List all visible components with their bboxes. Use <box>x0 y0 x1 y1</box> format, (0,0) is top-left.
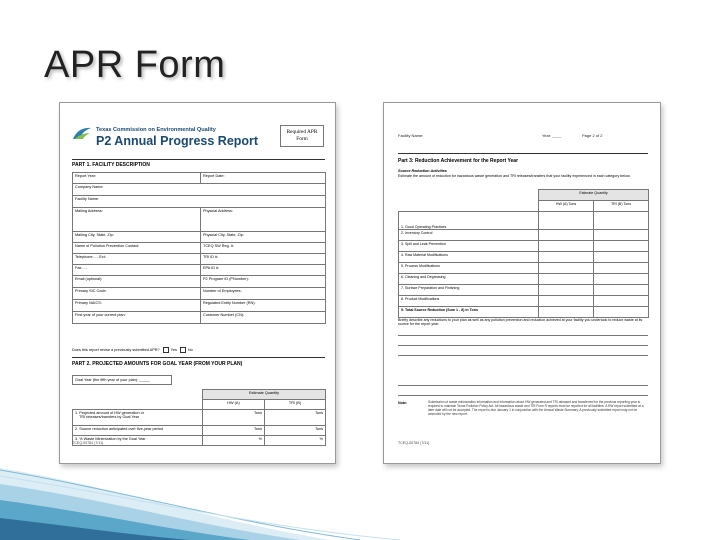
field-label: First year of your current plan: <box>73 312 201 324</box>
note-text: Submission of waste minimization information and information about HW generated and TRI released and transferred for the previous reporting year is required to maintain Texas Pollution Policy Act. All hazardous waste and TRI Form R reports must be reported for all facilities. A HW report submitted at a later date will not be accepted. The report is due January 1 in conjunction with the Annual Waste Summary. A previously submitted report may not be amended by the new report. <box>428 400 644 416</box>
table-row <box>73 232 326 243</box>
field-label: Customer Number (CN): <box>201 312 326 324</box>
revise-question <box>72 347 193 353</box>
field-label: TCEQ SW Reg. #: <box>201 243 326 254</box>
answer-line <box>398 355 648 356</box>
field-label: Physical City, State, Zip: <box>201 232 326 243</box>
activity-label: 4. Raw Material Modifications <box>399 252 539 263</box>
table-row <box>73 208 326 232</box>
table-row <box>399 212 649 230</box>
answer-line <box>398 345 648 346</box>
part3-heading: Part 3: Reduction Achievement for the Report Year <box>398 158 519 164</box>
field-label: Facility Name: <box>73 196 326 208</box>
goal-row-label: 3. % Waste Minimization by the Goal Year <box>73 436 203 446</box>
form-title: P2 Annual Progress Report <box>96 134 259 148</box>
goal-year-field: Goal Year (the fifth year of your plan): _____ <box>72 375 172 385</box>
field-label: Mailing City, State, Zip: <box>73 232 201 243</box>
field-label: Telephone: - - Ext: <box>73 254 201 265</box>
field-label: Report Date: <box>201 173 326 184</box>
reduction-table <box>398 189 649 318</box>
field-label: EPA ID #: <box>201 265 326 276</box>
table-row <box>73 288 326 300</box>
form-page-2 <box>383 102 661 464</box>
required-line-1: Required APR <box>286 129 318 135</box>
goal-table <box>72 389 326 446</box>
goal-row-label: 1. Projected amount of HW generation or <box>75 411 145 415</box>
table-row <box>399 307 649 318</box>
table-row <box>399 285 649 296</box>
field-label: Company Name: <box>73 184 326 196</box>
table-row <box>73 243 326 254</box>
table-row <box>399 241 649 252</box>
activity-label: 2. Inventory Control <box>399 230 539 241</box>
field-label: Primary SIC Code: <box>73 288 201 300</box>
col-hw: HW (A) <box>203 400 265 410</box>
form-footer: TCEQ-00784 (7/11) <box>72 441 104 445</box>
year-label: Year: ____ <box>542 133 562 138</box>
form-footer: TCEQ-00784 (7/11) <box>398 441 430 445</box>
field-label: Regulated Entity Number (RN): <box>201 300 326 312</box>
field-label: Report Year: <box>73 173 201 184</box>
table-row <box>73 254 326 265</box>
col-tri: TRI (B) <box>265 400 326 410</box>
table-row <box>73 426 326 436</box>
estimate-header: Estimate Quantity <box>539 190 649 201</box>
field-label: TRI ID #: <box>201 254 326 265</box>
field-label: Number of Employees: <box>201 288 326 300</box>
answer-line <box>398 395 648 396</box>
table-row <box>73 276 326 288</box>
no-label: No <box>187 348 193 352</box>
answer-line <box>398 385 648 386</box>
revise-question-text: Does this report revise a previously submitted APR? <box>72 348 160 352</box>
table-row <box>399 190 649 201</box>
table-row <box>73 390 326 400</box>
slide-title: APR Form <box>44 44 226 86</box>
part3-description: Estimate the amount of reduction for hazardous waste generation and TRI releases/transfers that your facility experienced in each category below. <box>398 174 631 178</box>
col-hw: HW (A) Tons <box>539 201 594 212</box>
unit: Tons <box>203 410 265 426</box>
answer-line <box>398 335 648 336</box>
field-label: Name of Pollution Prevention Contact: <box>73 243 201 254</box>
agency-name: Texas Commission on Environmental Quality <box>96 127 216 133</box>
divider <box>398 153 648 154</box>
required-apr-box <box>280 125 324 147</box>
unit: Tons <box>203 426 265 436</box>
activity-label: 7. Surface Preparation and Finishing <box>399 285 539 296</box>
activity-label: 6. Cleaning and Degreasing <box>399 274 539 285</box>
activity-label: 8. Product Modifications <box>399 296 539 307</box>
source-reduction-heading: Source Reduction Activities <box>398 169 447 173</box>
no-checkbox[interactable] <box>180 347 186 353</box>
field-label: Primary NAICS: <box>73 300 201 312</box>
table-row <box>399 230 649 241</box>
activity-label: 1. Good Operating Practices <box>399 212 539 230</box>
required-line-2: Form <box>296 136 308 142</box>
note-label: Note: <box>398 401 408 405</box>
yes-checkbox[interactable] <box>163 347 169 353</box>
estimate-header: Estimate Quantity <box>203 390 326 400</box>
form-page-1 <box>59 102 336 464</box>
table-row <box>73 410 326 426</box>
divider <box>72 357 325 358</box>
field-label: Physical Address: <box>201 208 326 232</box>
unit: Tons <box>265 426 326 436</box>
briefly-describe-text: Briefly describe any reductions to your plan as well as any pollution prevention and reduction achieved at your facility you undertook to reduce waste at its source for the report year. <box>398 318 643 327</box>
yes-label: Yes <box>170 348 177 352</box>
activity-label: 5. Process Modifications <box>399 263 539 274</box>
unit: Tons <box>265 410 326 426</box>
field-label: Fax: - - <box>73 265 201 276</box>
table-row <box>399 263 649 274</box>
goal-row-label: 2. Source reduction anticipated over five-year period <box>73 426 203 436</box>
field-label: P2 Program ID (PNumber): <box>201 276 326 288</box>
facility-name-label: Facility Name: <box>398 133 424 138</box>
page-number: Page 2 of 2 <box>582 133 603 138</box>
table-row <box>73 173 326 184</box>
total-row-label: 9. Total Source Reduction (Sum 1 - 8) in Tons <box>399 307 539 318</box>
part2-heading: PART 2. PROJECTED AMOUNTS FOR GOAL YEAR (FROM YOUR PLAN) <box>72 361 243 367</box>
facility-table <box>72 172 326 324</box>
tceq-logo-icon <box>72 125 92 141</box>
table-row <box>399 252 649 263</box>
field-label: Mailing Address: <box>73 208 201 232</box>
table-row <box>73 312 326 324</box>
table-row <box>73 184 326 196</box>
unit: % <box>203 436 265 446</box>
divider <box>72 159 325 160</box>
goal-row-label-2: TRI releases/transfers by Goal Year <box>79 415 140 419</box>
unit: % <box>265 436 326 446</box>
table-row <box>73 400 326 410</box>
activity-label: 3. Spill and Leak Prevention <box>399 241 539 252</box>
swoosh-decoration-icon <box>0 440 720 540</box>
table-row <box>399 296 649 307</box>
table-row <box>73 196 326 208</box>
table-row <box>73 265 326 276</box>
col-tri: TRI (B) Tons <box>594 201 649 212</box>
table-row <box>73 300 326 312</box>
part1-heading: PART 1. FACILITY DESCRIPTION <box>72 162 150 168</box>
table-row <box>399 274 649 285</box>
table-row <box>399 201 649 212</box>
field-label: Email (optional): <box>73 276 201 288</box>
